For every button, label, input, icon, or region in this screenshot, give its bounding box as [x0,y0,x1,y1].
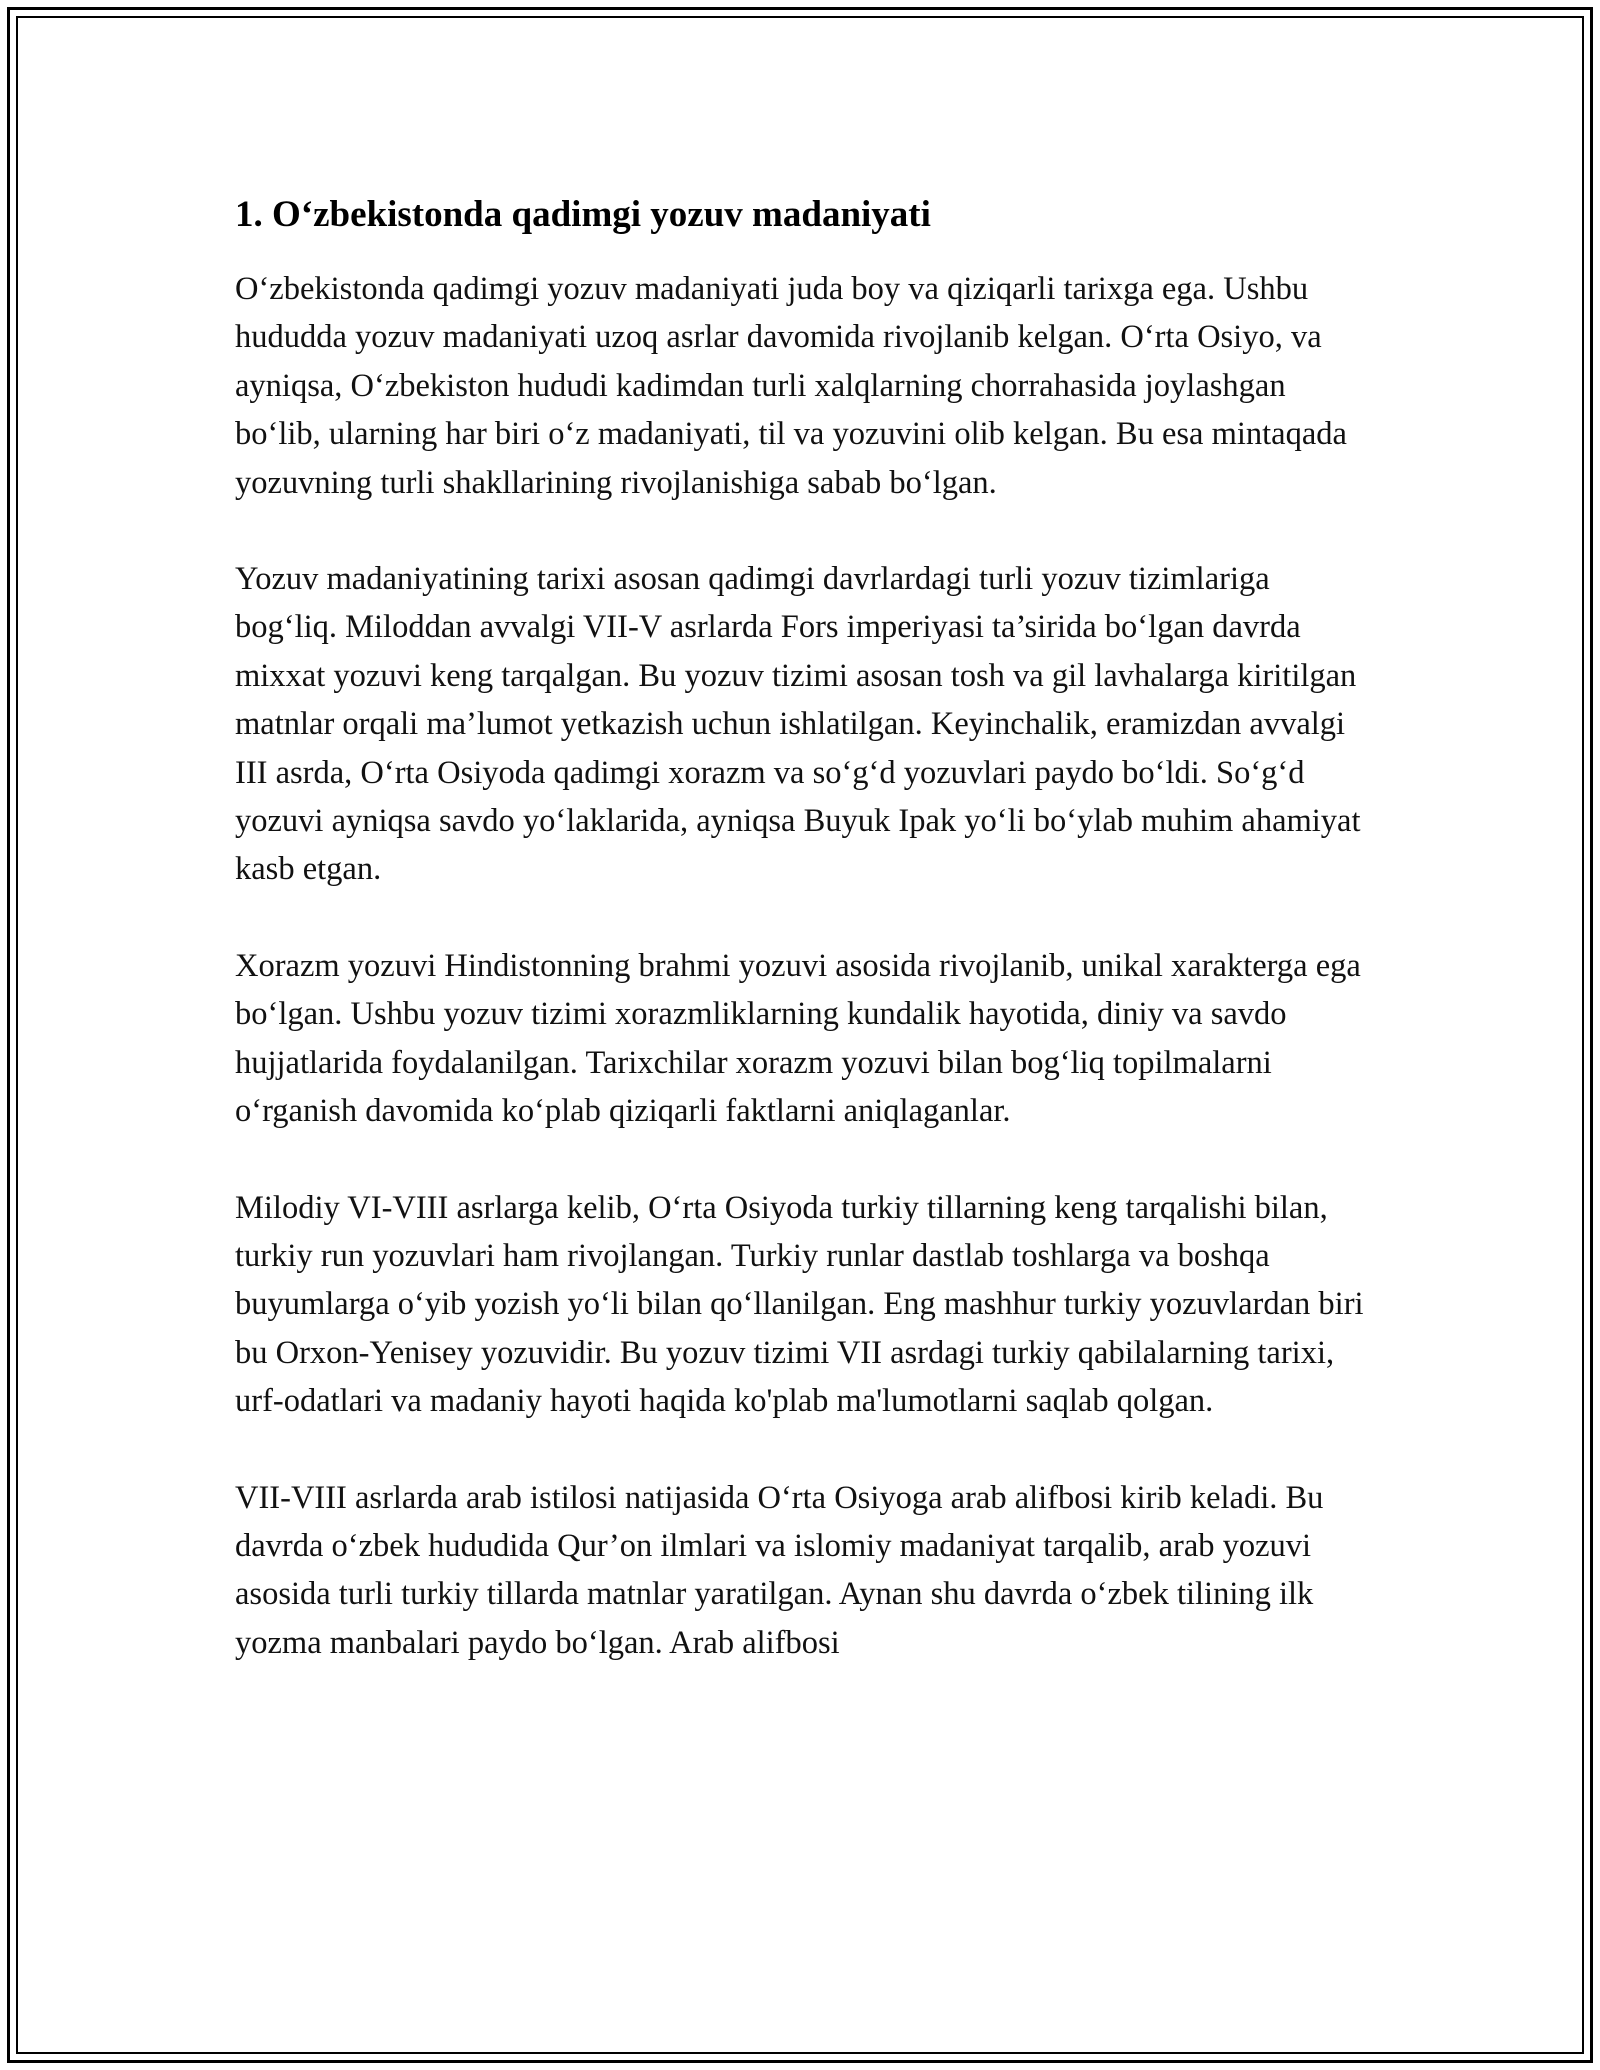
paragraph-1: O‘zbekistonda qadimgi yozuv madaniyati juda boy va qiziqarli tarixga ega. Ushbu hududda yozuv madaniyati uzoq asrlar davomida rivojlanib kelgan. O‘rta Osiyo, va ayniqsa, O‘zbekiston hududi kadimdan turli xalqlarning chorrahasida joylashgan bo‘lib, ularning har biri o‘z madaniyati, til va yozuvini olib kelgan. Bu esa mintaqada yozuvning turli shakllarining rivojlanishiga sabab bo‘lgan. [235,271,1347,501]
paragraph-4: Milodiy VI-VIII asrlarga kelib, O‘rta Osiyoda turkiy tillarning keng tarqalishi bilan, turkiy run yozuvlari ham rivojlangan. Turkiy runlar dastlab toshlarga va boshqa buyumlarga o‘yib yozish yo‘li bilan qo‘llanilgan. Eng mashhur turkiy yozuvlardan biri bu Orxon-Yenisey yozuvidir. Bu yozuv tizimi VII asrdagi turkiy qabilalarning tarixi, urf-odatlari va madaniy hayoti haqida ko'plab ma'lumotlarni saqlab qolgan. [235,1189,1364,1420]
section-heading: 1. O‘zbekistonda qadimgi yozuv madaniyati [235,194,931,235]
document-body [235,187,1375,1715]
paragraph-5: VII-VIII asrlarda arab istilosi natijasida O‘rta Osiyoga arab alifbosi kirib keladi. Bu davrda o‘zbek hududida Qur’on ilmlari va islomiy madaniyat tarqalib, arab yozuvi asosida turli turkiy tillarda matnlar yaratilgan. Aynan shu davrda o‘zbek tilining ilk yozma manbalari paydo bo‘lgan. Arab alifbosi [235,1479,1324,1661]
paragraph-3: Xorazm yozuvi Hindistonning brahmi yozuvi asosida rivojlanib, unikal xarakterga ega bo‘lgan. Ushbu yozuv tizimi xorazmliklarning kundalik hayotida, diniy va savdo hujjatlarida foydalanilgan. Tarixchilar xorazm yozuvi bilan bog‘liq topilmalarni o‘rganish davomida ko‘plab qiziqarli faktlarni aniqlaganlar. [235,947,1361,1130]
paragraph-2: Yozuv madaniyatining tarixi asosan qadimgi davrlardagi turli yozuv tizimlariga bog‘liq. Miloddan avvalgi VII-V asrlarda Fors imperiyasi ta’sirida bo‘lgan davrda mixxat yozuvi keng tarqalgan. Bu yozuv tizimi asosan tosh va gil lavhalarga kiritilgan matnlar orqali ma’lumot yetkazish uchun ishlatilgan. Keyinchalik, eramizdan avvalgi III asrda, O‘rta Osiyoda qadimgi xorazm va so‘g‘d yozuvlari paydo bo‘ldi. So‘g‘d yozuvi ayniqsa savdo yo‘laklarida, ayniqsa Buyuk Ipak yo‘li bo‘ylab muhim ahamiyat kasb etgan. [235,561,1361,888]
